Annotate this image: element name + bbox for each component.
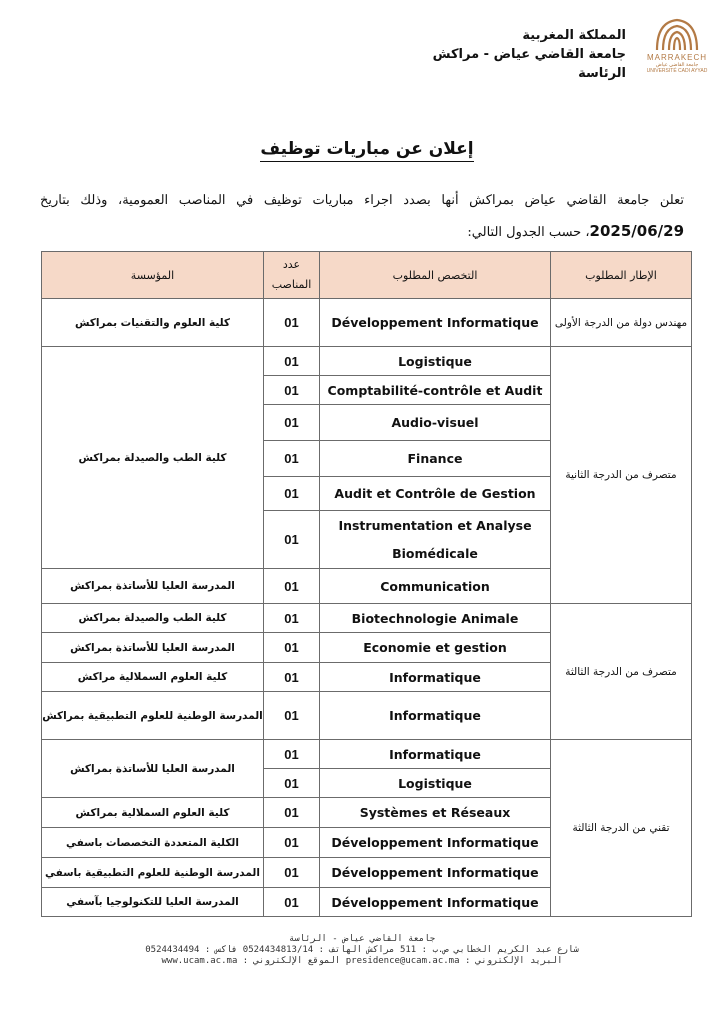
spec-cell: Systèmes et Réseaux xyxy=(320,798,551,828)
grade-cell: مهندس دولة من الدرجة الأولى xyxy=(551,299,692,347)
spec-cell: Communication xyxy=(320,569,551,604)
spec-cell: Informatique xyxy=(320,740,551,769)
count-cell: 01 xyxy=(264,888,320,917)
university-logo xyxy=(645,16,709,88)
intro-date: 2025/06/29 xyxy=(589,222,684,240)
count-cell: 01 xyxy=(264,477,320,511)
spec-cell: Economie et gestion xyxy=(320,633,551,663)
count-cell: 01 xyxy=(264,740,320,769)
intro-paragraph xyxy=(40,186,684,248)
header-institution: المؤسسة xyxy=(42,252,264,299)
count-cell: 01 xyxy=(264,828,320,858)
spec-cell: Développement Informatique xyxy=(320,828,551,858)
count-cell: 01 xyxy=(264,299,320,347)
grade-cell: متصرف من الدرجة الثالثة xyxy=(551,604,692,740)
logo-latin-name: UNIVERSITÉ CADI AYYAD xyxy=(646,68,708,74)
page-title: إعلان عن مباريات توظيف xyxy=(0,139,724,159)
header-block xyxy=(433,26,626,83)
count-cell: 01 xyxy=(264,633,320,663)
spec-cell: Développement Informatique xyxy=(320,299,551,347)
spec-cell: Comptabilité-contrôle et Audit xyxy=(320,376,551,405)
institution-cell: كلية العلوم السملالية مراكش xyxy=(42,663,264,692)
count-cell: 01 xyxy=(264,441,320,477)
institution-cell: كلية الطب والصيدلة بمراكش xyxy=(42,347,264,569)
count-cell: 01 xyxy=(264,604,320,633)
count-cell: 01 xyxy=(264,798,320,828)
spec-cell: Informatique xyxy=(320,663,551,692)
footer-line-1: جامعة القاضي عياض - الرئاسة xyxy=(288,934,436,944)
institution-cell: المدرسة الوطنية للعلوم التطبيقية باسفي xyxy=(42,858,264,888)
intro-text: تعلن جامعة القاضي عياض بمراكش أنها بصدد اجراء مباريات توظيف في المناصب العمومية، وذلك بتاريخ xyxy=(40,193,684,208)
intro-suffix: ، حسب الجدول التالي: xyxy=(467,225,590,240)
institution-cell: كلية الطب والصيدلة بمراكش xyxy=(42,604,264,633)
header-count: عدد المناصب xyxy=(264,252,320,299)
spec-cell: Développement Informatique xyxy=(320,888,551,917)
header-spec: التخصص المطلوب xyxy=(320,252,551,299)
spec-cell: Logistique xyxy=(320,769,551,798)
spec-cell: Biotechnologie Animale xyxy=(320,604,551,633)
footer xyxy=(0,934,724,967)
count-cell: 01 xyxy=(264,692,320,740)
count-cell: 01 xyxy=(264,569,320,604)
count-cell: 01 xyxy=(264,858,320,888)
footer-contact: البريد الإلكتروني : presidence@ucam.ac.ma الموقع الإلكتروني : www.ucam.ac.ma xyxy=(161,956,563,966)
arch-logo-icon xyxy=(653,16,701,52)
institution-cell: المدرسة العليا للأساتذة بمراكش xyxy=(42,740,264,798)
institution-cell: المدرسة الوطنية للعلوم التطبيقية بمراكش xyxy=(42,692,264,740)
spec-cell: Informatique xyxy=(320,692,551,740)
count-cell: 01 xyxy=(264,347,320,376)
logo-city: MARRAKECH xyxy=(646,53,708,62)
institution-cell: المدرسة العليا للأساتذة بمراكش xyxy=(42,569,264,604)
institution-cell: كلية العلوم السملالية بمراكش xyxy=(42,798,264,828)
header-kingdom: المملكة المغربية xyxy=(522,28,626,43)
count-cell: 01 xyxy=(264,769,320,798)
institution-cell: المدرسة العليا للتكنولوجيا بآسفي xyxy=(42,888,264,917)
institution-cell: كلية العلوم والتقنيات بمراكش xyxy=(42,299,264,347)
jobs-table xyxy=(41,251,692,917)
header-grade: الإطار المطلوب xyxy=(551,252,692,299)
institution-cell: المدرسة العليا للأساتذة بمراكش xyxy=(42,633,264,663)
institution-cell: الكلية المتعددة التخصصات باسفي xyxy=(42,828,264,858)
header-university: جامعة القاضي عياض - مراكش xyxy=(432,47,626,62)
logo-arabic-name: جامعة القاضي عياض xyxy=(655,62,699,68)
spec-cell: Finance xyxy=(320,441,551,477)
spec-cell: Audio-visuel xyxy=(320,405,551,441)
table-row xyxy=(42,347,692,376)
grade-cell: متصرف من الدرجة الثانية xyxy=(551,347,692,604)
table-row xyxy=(42,299,692,347)
table-row xyxy=(42,604,692,633)
footer-address: شارع عبد الكريم الخطابي ص.ب : 511 مراكش الهاتف : 0524434813/14 فاكس : 0524434494 xyxy=(145,945,579,955)
grade-cell: تقني من الدرجة الثالثة xyxy=(551,740,692,917)
spec-cell: Instrumentation et Analyse Biomédicale xyxy=(320,511,551,569)
count-cell: 01 xyxy=(264,663,320,692)
count-cell: 01 xyxy=(264,511,320,569)
spec-cell: Logistique xyxy=(320,347,551,376)
spec-cell: Audit et Contrôle de Gestion xyxy=(320,477,551,511)
table-header-row xyxy=(42,252,692,299)
spec-cell: Développement Informatique xyxy=(320,858,551,888)
count-cell: 01 xyxy=(264,376,320,405)
header-presidency: الرئاسة xyxy=(578,66,626,81)
count-cell: 01 xyxy=(264,405,320,441)
table-row xyxy=(42,740,692,769)
